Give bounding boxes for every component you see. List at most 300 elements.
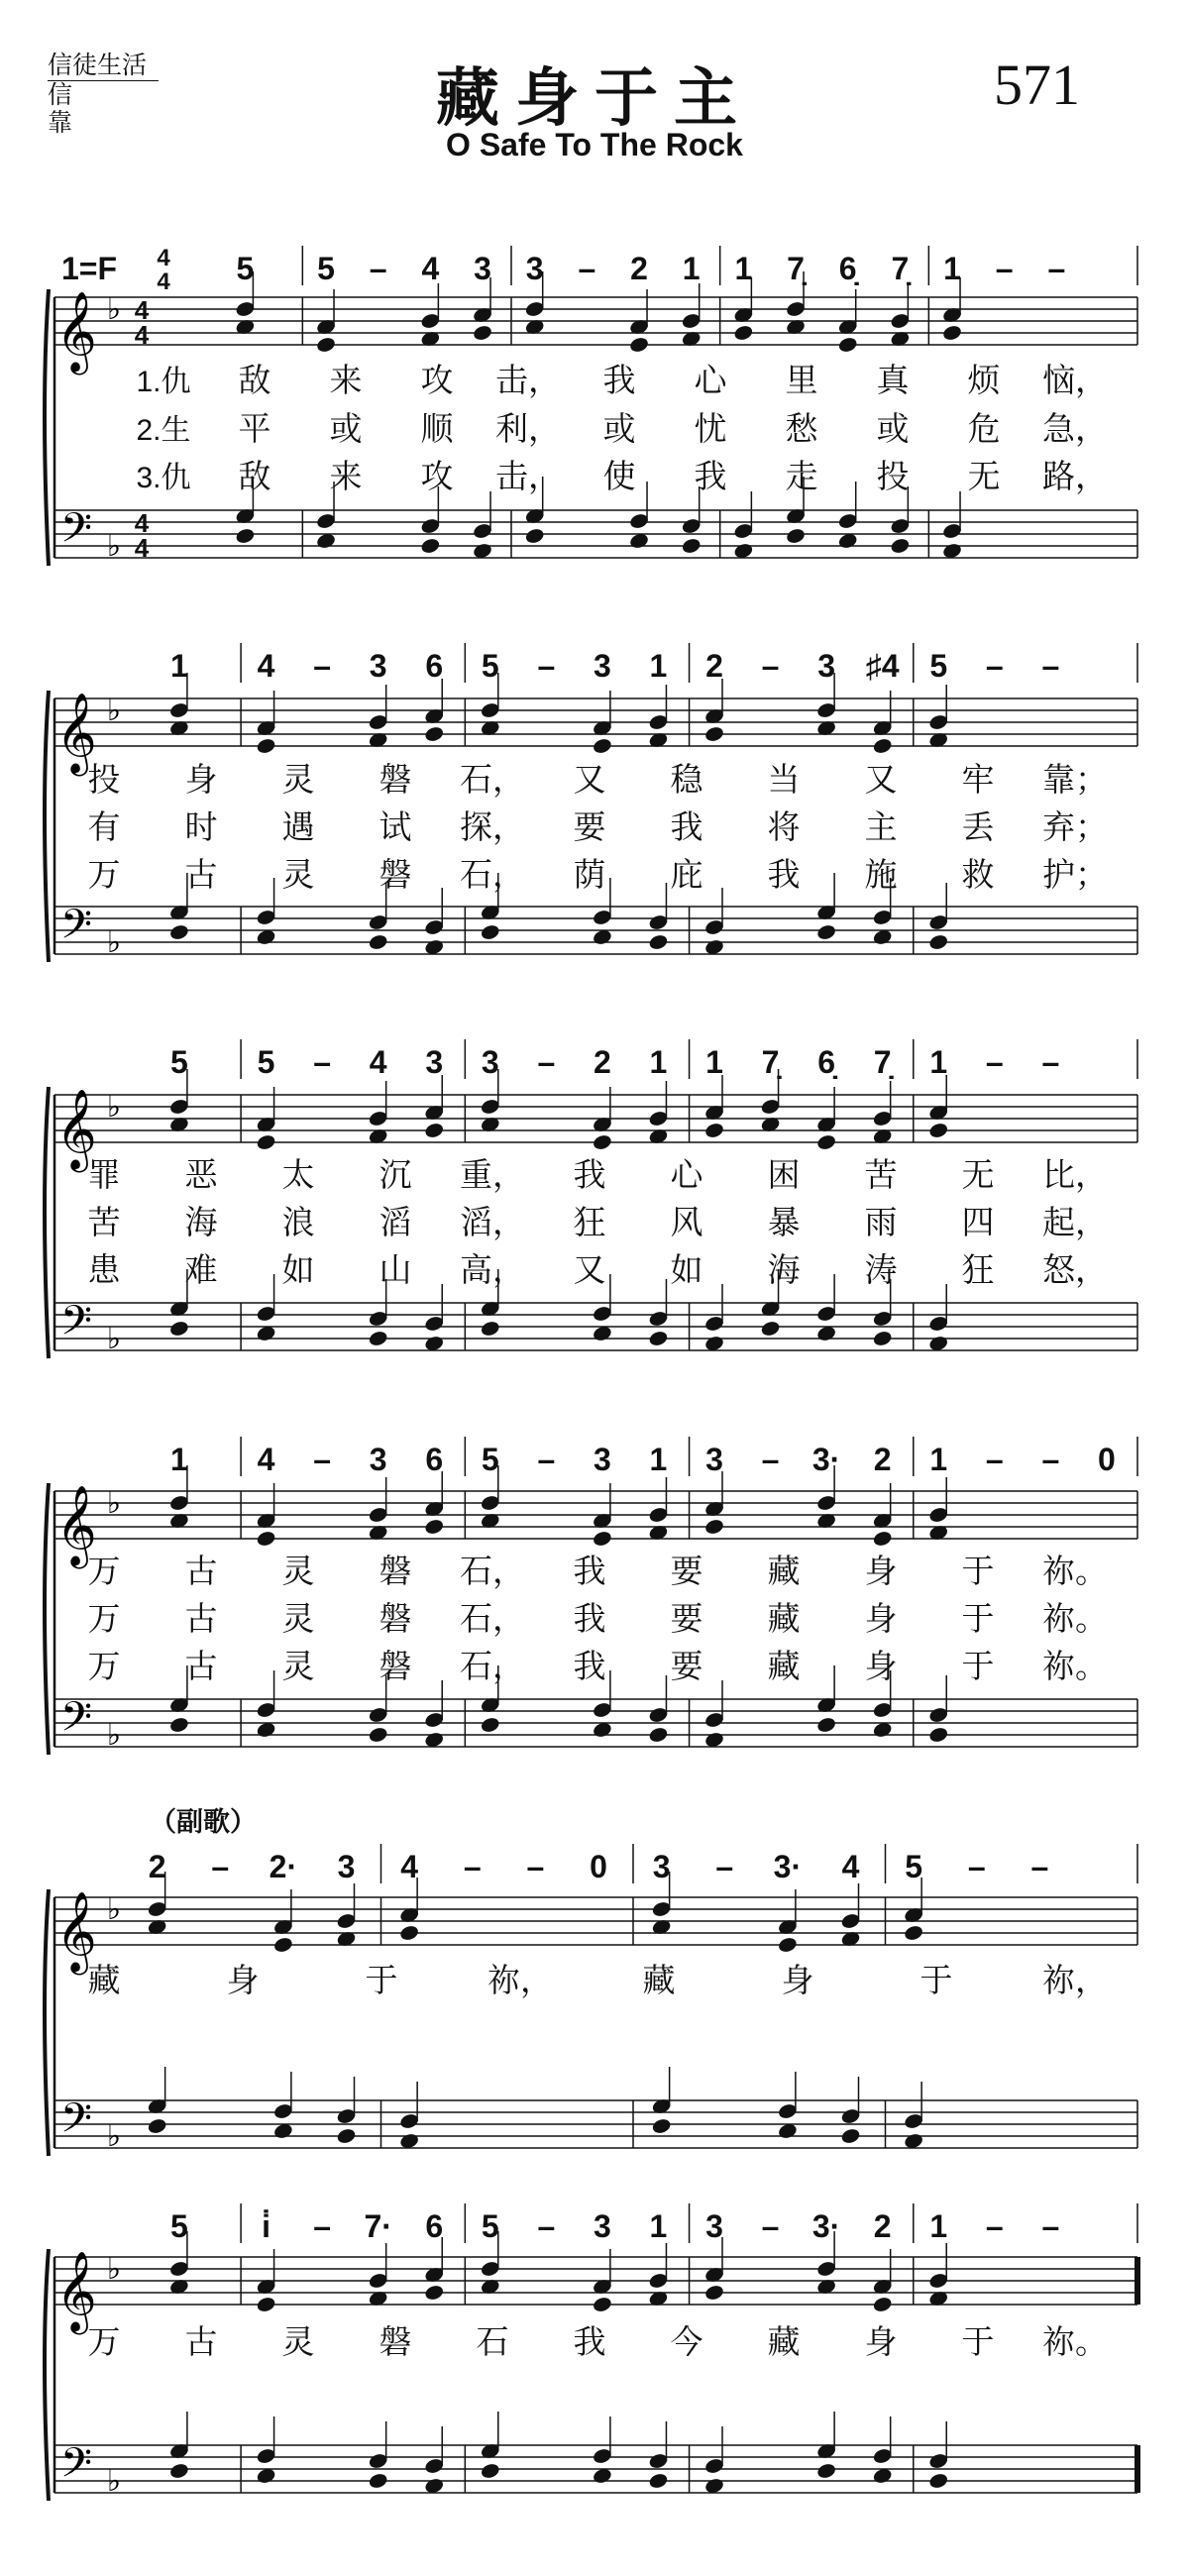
chorus-label: （副歌） bbox=[150, 1807, 257, 1838]
jianpu-note: 2 bbox=[148, 1849, 166, 1884]
lyric-syllable: 我 bbox=[573, 1647, 606, 1685]
jianpu-note: 1 bbox=[929, 2208, 948, 2244]
lyric-syllable: 愁 bbox=[785, 409, 818, 448]
notehead bbox=[648, 1330, 669, 1347]
jianpu-note: 5 bbox=[236, 251, 255, 286]
treble-staff bbox=[54, 2257, 1137, 2305]
lyric-syllable: 藏 bbox=[87, 1961, 121, 1999]
lyric-syllable: 身 bbox=[864, 1647, 898, 1685]
lyric-syllable: 使 bbox=[602, 457, 636, 495]
notehead bbox=[235, 527, 256, 545]
lyric-syllable: 有 bbox=[87, 807, 121, 846]
dash-mark: – bbox=[313, 1044, 332, 1080]
lyric-syllable: 海 bbox=[767, 1250, 801, 1289]
lyric-syllable: 恼， bbox=[1042, 361, 1108, 399]
lyric-syllable: 恶 bbox=[184, 1155, 218, 1194]
bass-staff bbox=[54, 907, 1137, 954]
notehead bbox=[368, 1726, 388, 1744]
lyric-syllable: 古 bbox=[184, 2322, 218, 2361]
notehead bbox=[256, 1133, 276, 1151]
lyric-syllable: 击， bbox=[495, 457, 561, 495]
lyric-syllable: 困 bbox=[767, 1155, 801, 1194]
jianpu-note: 0 bbox=[590, 1849, 607, 1884]
lyric-syllable: 投 bbox=[87, 760, 121, 799]
notehead bbox=[315, 336, 336, 354]
lyric-syllable: 狂 bbox=[961, 1250, 995, 1289]
lyric-syllable: 古 bbox=[184, 1552, 218, 1590]
jianpu-note: 2 bbox=[593, 1044, 611, 1080]
lyric-syllable: 海 bbox=[184, 1203, 218, 1241]
lyric-syllable: 我 bbox=[602, 361, 636, 399]
lyric-syllable: 或 bbox=[876, 409, 910, 448]
jianpu-note: 3 bbox=[593, 2208, 611, 2244]
lyric-syllable: 护； bbox=[1042, 855, 1108, 894]
lyric-syllable: 石， bbox=[460, 1552, 525, 1590]
lyric-syllable: 祢， bbox=[487, 1961, 553, 1999]
lyric-syllable: 又 bbox=[573, 1250, 606, 1289]
lyric-syllable: 或 bbox=[329, 409, 363, 448]
dash-mark: – bbox=[1047, 251, 1066, 286]
jianpu-note: 5 bbox=[481, 2208, 499, 2244]
jianpu-note: 3 bbox=[337, 1849, 356, 1884]
lyric-syllable: 要 bbox=[670, 1552, 703, 1590]
notehead bbox=[368, 933, 388, 951]
lyric-syllable: 忧 bbox=[694, 409, 727, 448]
lyric-syllable: 灵 bbox=[281, 1552, 315, 1590]
key-flat-icon: ♭ bbox=[106, 1486, 122, 1521]
lyric-syllable: 丢 bbox=[961, 807, 995, 846]
jianpu-note: 3· bbox=[811, 1442, 841, 1477]
notehead bbox=[368, 2472, 388, 2490]
jianpu-note: 1 bbox=[170, 648, 188, 684]
lyric-syllable: 藏 bbox=[642, 1961, 676, 1999]
lyric-syllable: 烦 bbox=[967, 361, 1001, 399]
lyric-syllable: 要 bbox=[670, 1599, 703, 1638]
bass-clef-icon: 𝄢 bbox=[59, 1693, 93, 1751]
key-label: 1=F bbox=[60, 251, 118, 286]
jianpu-note: 3 bbox=[705, 2208, 723, 2244]
staff-time-bottom: 4 bbox=[134, 320, 150, 350]
lyric-syllable: 我 bbox=[573, 1155, 606, 1194]
lyric-syllable: 顺 bbox=[420, 409, 454, 448]
notehead bbox=[480, 1320, 500, 1338]
jianpu-note: 1 bbox=[649, 2208, 668, 2244]
lyric-syllable: 苦 bbox=[864, 1155, 898, 1194]
notehead bbox=[592, 1530, 612, 1548]
notehead bbox=[837, 336, 858, 354]
key-flat-icon: ♭ bbox=[106, 1718, 122, 1753]
lyric-syllable: 雨 bbox=[864, 1203, 898, 1241]
lyric-syllable: 要 bbox=[670, 1647, 703, 1685]
lyric-syllable: 无 bbox=[961, 1155, 995, 1194]
dash-mark: – bbox=[537, 1044, 556, 1080]
lyric-syllable: 高， bbox=[460, 1250, 525, 1289]
jianpu-note: 5 bbox=[929, 648, 948, 684]
lyric-syllable: 灵 bbox=[281, 2322, 315, 2361]
category-trust: 信 靠 bbox=[48, 80, 113, 137]
jianpu-note: ♯4 bbox=[865, 648, 900, 684]
brace-icon bbox=[45, 691, 49, 962]
dash-mark: – bbox=[313, 1442, 332, 1477]
lyric-syllable: 太 bbox=[281, 1155, 315, 1194]
lyric-syllable: 主 bbox=[864, 807, 898, 846]
dash-mark: – bbox=[1041, 648, 1060, 684]
lyric-syllable: 试 bbox=[378, 807, 412, 846]
notehead bbox=[872, 737, 893, 755]
jianpu-note: i̇ bbox=[262, 2208, 271, 2244]
lyric-syllable: 罪 bbox=[87, 1155, 121, 1194]
dash-mark: – bbox=[985, 1442, 1004, 1477]
jianpu-note: 5 bbox=[170, 1044, 188, 1080]
notehead bbox=[760, 1320, 781, 1338]
lyric-syllable: 山 bbox=[378, 1250, 412, 1289]
jianpu-note: 3 bbox=[425, 1044, 444, 1080]
treble-clef-icon: 𝄞 bbox=[55, 290, 97, 372]
jianpu-note: 2 bbox=[873, 1442, 892, 1477]
hymn-title: 藏身于主 bbox=[436, 61, 753, 136]
jianpu-note: 1 bbox=[649, 1442, 668, 1477]
bass-staff bbox=[54, 2445, 1137, 2493]
jianpu-note: 4 bbox=[400, 1849, 419, 1884]
jianpu-note: 5 bbox=[905, 1849, 923, 1884]
dash-mark: – bbox=[1030, 1849, 1049, 1884]
jianpu-note: 1 bbox=[929, 1442, 948, 1477]
key-flat-icon: ♭ bbox=[106, 1090, 122, 1125]
jianpu-note: 2 bbox=[630, 251, 648, 286]
lyric-syllable: 藏 bbox=[767, 1599, 801, 1638]
lyric-syllable: 祢， bbox=[1042, 1961, 1108, 1999]
dash-mark: – bbox=[1041, 1044, 1060, 1080]
dash-mark: – bbox=[985, 2208, 1004, 2244]
notehead bbox=[785, 527, 806, 545]
lyric-syllable: 弃； bbox=[1042, 807, 1108, 846]
lyric-syllable: 我 bbox=[670, 807, 703, 846]
dash-mark: – bbox=[967, 1849, 986, 1884]
time-sig-bottom: 4 bbox=[157, 268, 170, 295]
lyric-syllable: 怒， bbox=[1042, 1250, 1108, 1289]
jianpu-note: 3 bbox=[705, 1442, 723, 1477]
lyric-syllable: 患 bbox=[87, 1250, 121, 1289]
jianpu-note: 3 bbox=[593, 1442, 611, 1477]
lyric-syllable: 心 bbox=[694, 361, 727, 399]
notehead bbox=[651, 2117, 672, 2135]
dash-mark: – bbox=[537, 1442, 556, 1477]
notehead bbox=[480, 1716, 500, 1734]
notehead bbox=[168, 1320, 189, 1338]
jianpu-note: 3 bbox=[593, 648, 611, 684]
lyric-syllable: 暴 bbox=[767, 1203, 801, 1241]
dash-mark: – bbox=[761, 1442, 780, 1477]
lyric-syllable: 稳 bbox=[670, 760, 703, 799]
lyric-syllable: 万 bbox=[87, 2322, 121, 2361]
notehead bbox=[872, 1530, 893, 1548]
lyric-syllable: 涛 bbox=[864, 1250, 898, 1289]
lyric-syllable: 于 bbox=[961, 1647, 995, 1685]
staff-time-top: 4 bbox=[134, 295, 150, 325]
jianpu-note: 2 bbox=[705, 648, 723, 684]
notehead bbox=[928, 1726, 949, 1744]
dash-mark: – bbox=[1041, 2208, 1060, 2244]
notehead bbox=[480, 923, 500, 941]
jianpu-note: 4 bbox=[841, 1849, 860, 1884]
lyric-syllable: 我 bbox=[573, 1599, 606, 1638]
jianpu-note: 1 bbox=[649, 648, 668, 684]
notehead bbox=[815, 1133, 836, 1151]
bass-staff bbox=[54, 1699, 1137, 1747]
lyric-syllable: 将 bbox=[767, 807, 801, 846]
jianpu-note: 1 bbox=[734, 251, 753, 286]
jianpu-note: 2· bbox=[269, 1849, 298, 1884]
bass-staff bbox=[54, 510, 1137, 558]
jianpu-note: 1 bbox=[682, 251, 701, 286]
jianpu-note: 3 bbox=[525, 251, 544, 286]
jianpu-note: 6 bbox=[425, 648, 444, 684]
notehead bbox=[928, 2472, 949, 2490]
lyric-syllable: 磐 bbox=[378, 1647, 412, 1685]
lyric-syllable: 要 bbox=[573, 807, 606, 846]
notehead bbox=[168, 923, 189, 941]
lyric-syllable: 危 bbox=[967, 409, 1001, 448]
lyric-syllable: 藏 bbox=[767, 2322, 801, 2361]
lyric-syllable: 磐 bbox=[378, 760, 412, 799]
jianpu-note: 5 bbox=[317, 251, 335, 286]
notehead bbox=[424, 1122, 445, 1139]
lyric-syllable: 灵 bbox=[281, 855, 315, 894]
notehead bbox=[681, 537, 702, 555]
lyric-syllable: 石， bbox=[460, 855, 525, 894]
key-flat-icon: ♭ bbox=[106, 529, 122, 564]
lyric-syllable: 如 bbox=[281, 1250, 315, 1289]
hymn-number: 571 bbox=[994, 53, 1080, 117]
notehead bbox=[648, 933, 669, 951]
lyric-syllable: 祢。 bbox=[1042, 1599, 1108, 1638]
lyric-syllable: 急， bbox=[1042, 409, 1108, 448]
lyric-syllable: 我 bbox=[573, 1552, 606, 1590]
lyric-syllable: 攻 bbox=[420, 361, 454, 399]
notehead bbox=[424, 725, 445, 743]
lyric-syllable: 滔， bbox=[460, 1203, 525, 1241]
lyric-syllable: 身 bbox=[781, 1961, 814, 1999]
lyric-syllable: 祢。 bbox=[1042, 1552, 1108, 1590]
jianpu-note: 6̣ bbox=[838, 251, 857, 286]
notehead bbox=[703, 2284, 724, 2302]
lyric-syllable: 今 bbox=[670, 2322, 703, 2361]
notehead bbox=[815, 923, 836, 941]
dash-mark: – bbox=[761, 648, 780, 684]
lyric-syllable: 苦 bbox=[87, 1203, 121, 1241]
dash-mark: – bbox=[761, 2208, 780, 2244]
lyric-syllable: 藏 bbox=[767, 1552, 801, 1590]
notehead bbox=[592, 1133, 612, 1151]
lyric-syllable: 平 bbox=[238, 409, 271, 448]
lyric-syllable: 身 bbox=[864, 1552, 898, 1590]
lyric-syllable: 时 bbox=[184, 807, 218, 846]
lyric-syllable: 我 bbox=[767, 855, 801, 894]
notehead bbox=[928, 933, 949, 951]
lyric-syllable: 1.仇 bbox=[136, 366, 191, 398]
treble-clef-icon: 𝄞 bbox=[55, 1088, 97, 1169]
lyric-syllable: 敌 bbox=[238, 361, 271, 399]
jianpu-note: 1 bbox=[929, 1044, 948, 1080]
jianpu-note: 6̣ bbox=[817, 1044, 836, 1080]
treble-staff bbox=[54, 1491, 1137, 1539]
lyric-syllable: 风 bbox=[670, 1203, 703, 1241]
lyric-syllable: 灵 bbox=[281, 760, 315, 799]
lyric-syllable: 古 bbox=[184, 1599, 218, 1638]
brace-icon bbox=[45, 1889, 49, 2156]
notehead bbox=[272, 1936, 293, 1954]
lyric-syllable: 磐 bbox=[378, 1599, 412, 1638]
jianpu-note: 2 bbox=[873, 2208, 892, 2244]
jianpu-note: 3 bbox=[481, 1044, 499, 1080]
lyric-syllable: 起， bbox=[1042, 1203, 1108, 1241]
notehead bbox=[368, 1330, 388, 1347]
notehead bbox=[703, 725, 724, 743]
jianpu-note: 3 bbox=[474, 251, 491, 286]
lyric-syllable: 我 bbox=[573, 2322, 606, 2361]
lyric-syllable: 于 bbox=[961, 2322, 995, 2361]
lyric-syllable: 我 bbox=[694, 457, 727, 495]
notehead bbox=[941, 324, 962, 342]
jianpu-note: 7· bbox=[364, 2208, 392, 2244]
lyric-syllable: 万 bbox=[87, 1599, 121, 1638]
lyric-syllable: 浪 bbox=[281, 1203, 315, 1241]
jianpu-note: 1 bbox=[705, 1044, 723, 1080]
dash-mark: – bbox=[313, 648, 332, 684]
bass-staff bbox=[54, 2100, 1137, 2148]
notehead bbox=[648, 1726, 669, 1744]
notehead bbox=[592, 737, 612, 755]
lyric-syllable: 石， bbox=[460, 760, 525, 799]
dash-mark: – bbox=[313, 2208, 332, 2244]
dash-mark: – bbox=[985, 1044, 1004, 1080]
lyric-syllable: 真 bbox=[876, 361, 910, 399]
notehead bbox=[398, 1924, 419, 1942]
lyric-syllable: 救 bbox=[961, 855, 995, 894]
key-flat-icon: ♭ bbox=[106, 925, 122, 960]
notehead bbox=[592, 2296, 612, 2313]
notehead bbox=[872, 1330, 893, 1347]
jianpu-note: 4 bbox=[257, 1442, 275, 1477]
lyric-syllable: 遇 bbox=[281, 807, 315, 846]
jianpu-note: 3 bbox=[817, 648, 836, 684]
lyric-syllable: 滔 bbox=[378, 1203, 412, 1241]
hymn-subtitle: O Safe To The Rock bbox=[446, 127, 743, 162]
lyric-syllable: 万 bbox=[87, 1647, 121, 1685]
lyric-syllable: 身 bbox=[864, 1599, 898, 1638]
lyric-syllable: 敌 bbox=[238, 457, 271, 495]
brace-icon bbox=[45, 2249, 49, 2501]
lyric-syllable: 走 bbox=[785, 457, 818, 495]
notehead bbox=[733, 324, 754, 342]
notehead bbox=[420, 537, 441, 555]
jianpu-note: 1 bbox=[943, 251, 961, 286]
lyric-syllable: 牢 bbox=[961, 760, 995, 799]
lyric-syllable: 石， bbox=[460, 1647, 525, 1685]
notehead bbox=[256, 737, 276, 755]
dash-mark: – bbox=[578, 251, 596, 286]
lyric-syllable: 身 bbox=[864, 2322, 898, 2361]
jianpu-note: 7̣ bbox=[787, 251, 805, 286]
bass-clef-icon: 𝄢 bbox=[59, 2439, 93, 2497]
lyric-syllable: 磐 bbox=[378, 855, 412, 894]
jianpu-note: 0 bbox=[1097, 1442, 1116, 1477]
lyric-syllable: 3.仇 bbox=[136, 462, 191, 494]
lyric-syllable: 庇 bbox=[670, 855, 703, 894]
lyric-syllable: 荫 bbox=[573, 855, 606, 894]
lyric-syllable: 于 bbox=[961, 1552, 995, 1590]
bass-clef-icon: 𝄢 bbox=[59, 1297, 93, 1354]
lyric-syllable: 于 bbox=[919, 1961, 953, 1999]
key-flat-icon: ♭ bbox=[106, 1892, 122, 1927]
staff-time-top: 4 bbox=[134, 508, 150, 538]
lyric-syllable: 灵 bbox=[281, 1599, 315, 1638]
treble-staff bbox=[54, 698, 1137, 746]
lyric-syllable: 如 bbox=[670, 1250, 703, 1289]
lyric-syllable: 又 bbox=[573, 760, 606, 799]
lyric-syllable: 或 bbox=[602, 409, 636, 448]
lyric-syllable: 重， bbox=[460, 1155, 525, 1194]
lyric-syllable: 比， bbox=[1042, 1155, 1108, 1194]
lyric-syllable: 击， bbox=[495, 361, 561, 399]
treble-clef-icon: 𝄞 bbox=[55, 2250, 97, 2331]
lyric-syllable: 心 bbox=[670, 1155, 703, 1194]
jianpu-note: 7̣ bbox=[891, 251, 910, 286]
treble-clef-icon: 𝄞 bbox=[55, 692, 97, 773]
dash-mark: – bbox=[537, 648, 556, 684]
notehead bbox=[168, 1716, 189, 1734]
dash-mark: – bbox=[211, 1849, 230, 1884]
lyric-syllable: 身 bbox=[226, 1961, 260, 1999]
key-flat-icon: ♭ bbox=[106, 292, 122, 327]
lyric-syllable: 古 bbox=[184, 1647, 218, 1685]
jianpu-note: 4 bbox=[257, 648, 275, 684]
jianpu-note: 3· bbox=[811, 2208, 841, 2244]
notehead bbox=[890, 537, 911, 555]
key-flat-icon: ♭ bbox=[106, 2464, 122, 2499]
notehead bbox=[777, 1936, 798, 1954]
notehead bbox=[472, 324, 492, 342]
lyric-syllable: 靠； bbox=[1042, 760, 1108, 799]
lyric-syllable: 沉 bbox=[378, 1155, 412, 1194]
lyric-syllable: 藏 bbox=[767, 1647, 801, 1685]
dash-mark: – bbox=[537, 2208, 556, 2244]
key-flat-icon: ♭ bbox=[106, 1322, 122, 1356]
brace-icon bbox=[45, 1087, 49, 1358]
category-life: 信徒生活 bbox=[48, 52, 159, 81]
notehead bbox=[336, 2127, 357, 2145]
bass-clef-icon: 𝄢 bbox=[59, 901, 93, 958]
jianpu-note: 5 bbox=[257, 1044, 275, 1080]
notehead bbox=[840, 2127, 861, 2145]
brace-icon bbox=[45, 289, 49, 566]
lyric-syllable: 磐 bbox=[378, 2322, 412, 2361]
notehead bbox=[815, 2462, 836, 2480]
dash-mark: – bbox=[1041, 1442, 1060, 1477]
notehead bbox=[424, 1518, 445, 1536]
dash-mark: – bbox=[995, 251, 1014, 286]
bass-clef-icon: 𝄢 bbox=[59, 504, 93, 562]
lyric-syllable: 来 bbox=[329, 361, 363, 399]
notehead bbox=[903, 1924, 923, 1942]
treble-clef-icon: 𝄞 bbox=[55, 1484, 97, 1565]
time-sig-top: 4 bbox=[157, 245, 170, 271]
notehead bbox=[928, 1122, 949, 1139]
jianpu-note: 3· bbox=[773, 1849, 803, 1884]
notehead bbox=[424, 2284, 445, 2302]
lyric-syllable: 投 bbox=[876, 457, 910, 495]
jianpu-note: 1 bbox=[649, 1044, 668, 1080]
